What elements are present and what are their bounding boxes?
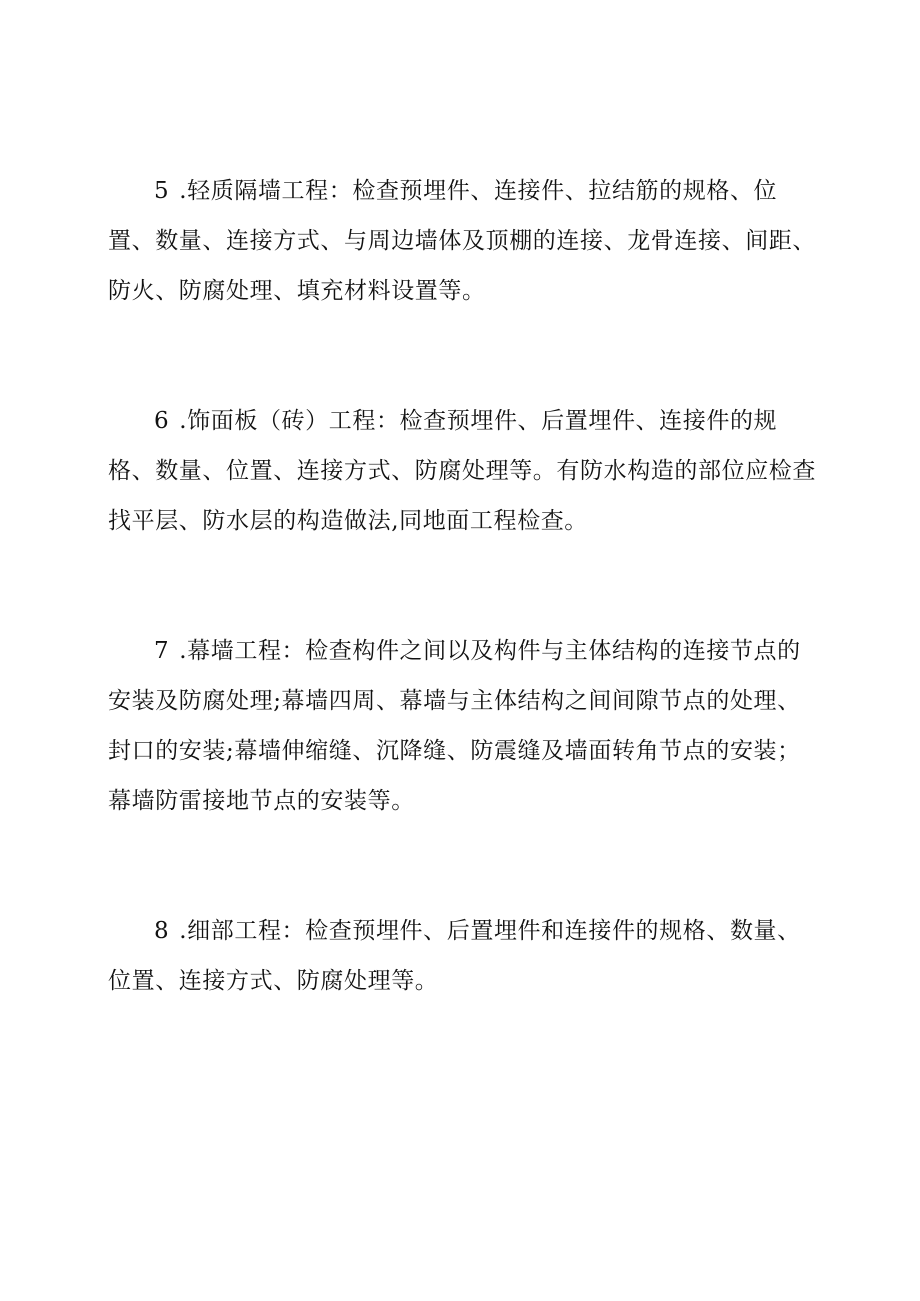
paragraph-number: 7 <box>154 638 170 664</box>
paragraph-lightweight-partition <box>108 166 820 316</box>
document-body <box>108 166 820 1086</box>
paragraph-number: 6 <box>154 408 170 434</box>
paragraph-curtain-wall <box>108 626 820 826</box>
paragraph-text: .幕墙工程：检查构件之间以及构件与主体结构的连接节点的安装及防腐处理;幕墙四周、幕墙与主体结构之间间隙节点的处理、封口的安装;幕墙伸缩缝、沉降缝、防震缝及墙面转角节点的安装；幕墙防雷接地节点的安装等。 <box>108 638 801 814</box>
paragraph-text: .饰面板（砖）工程：检查预埋件、后置埋件、连接件的规格、数量、位置、连接方式、防腐处理等。有防水构造的部位应检查找平层、防水层的构造做法,同地面工程检查。 <box>108 408 816 534</box>
paragraph-text: .细部工程：检查预埋件、后置埋件和连接件的规格、数量、位置、连接方式、防腐处理等。 <box>108 918 801 994</box>
paragraph-text: .轻质隔墙工程：检查预埋件、连接件、拉结筋的规格、位置、数量、连接方式、与周边墙体及顶棚的连接、龙骨连接、间距、防火、防腐处理、填充材料设置等。 <box>108 178 816 304</box>
paragraph-detail-works <box>108 906 820 1006</box>
paragraph-number: 5 <box>154 178 170 204</box>
paragraph-facing-panels <box>108 396 820 546</box>
paragraph-number: 8 <box>154 918 170 944</box>
